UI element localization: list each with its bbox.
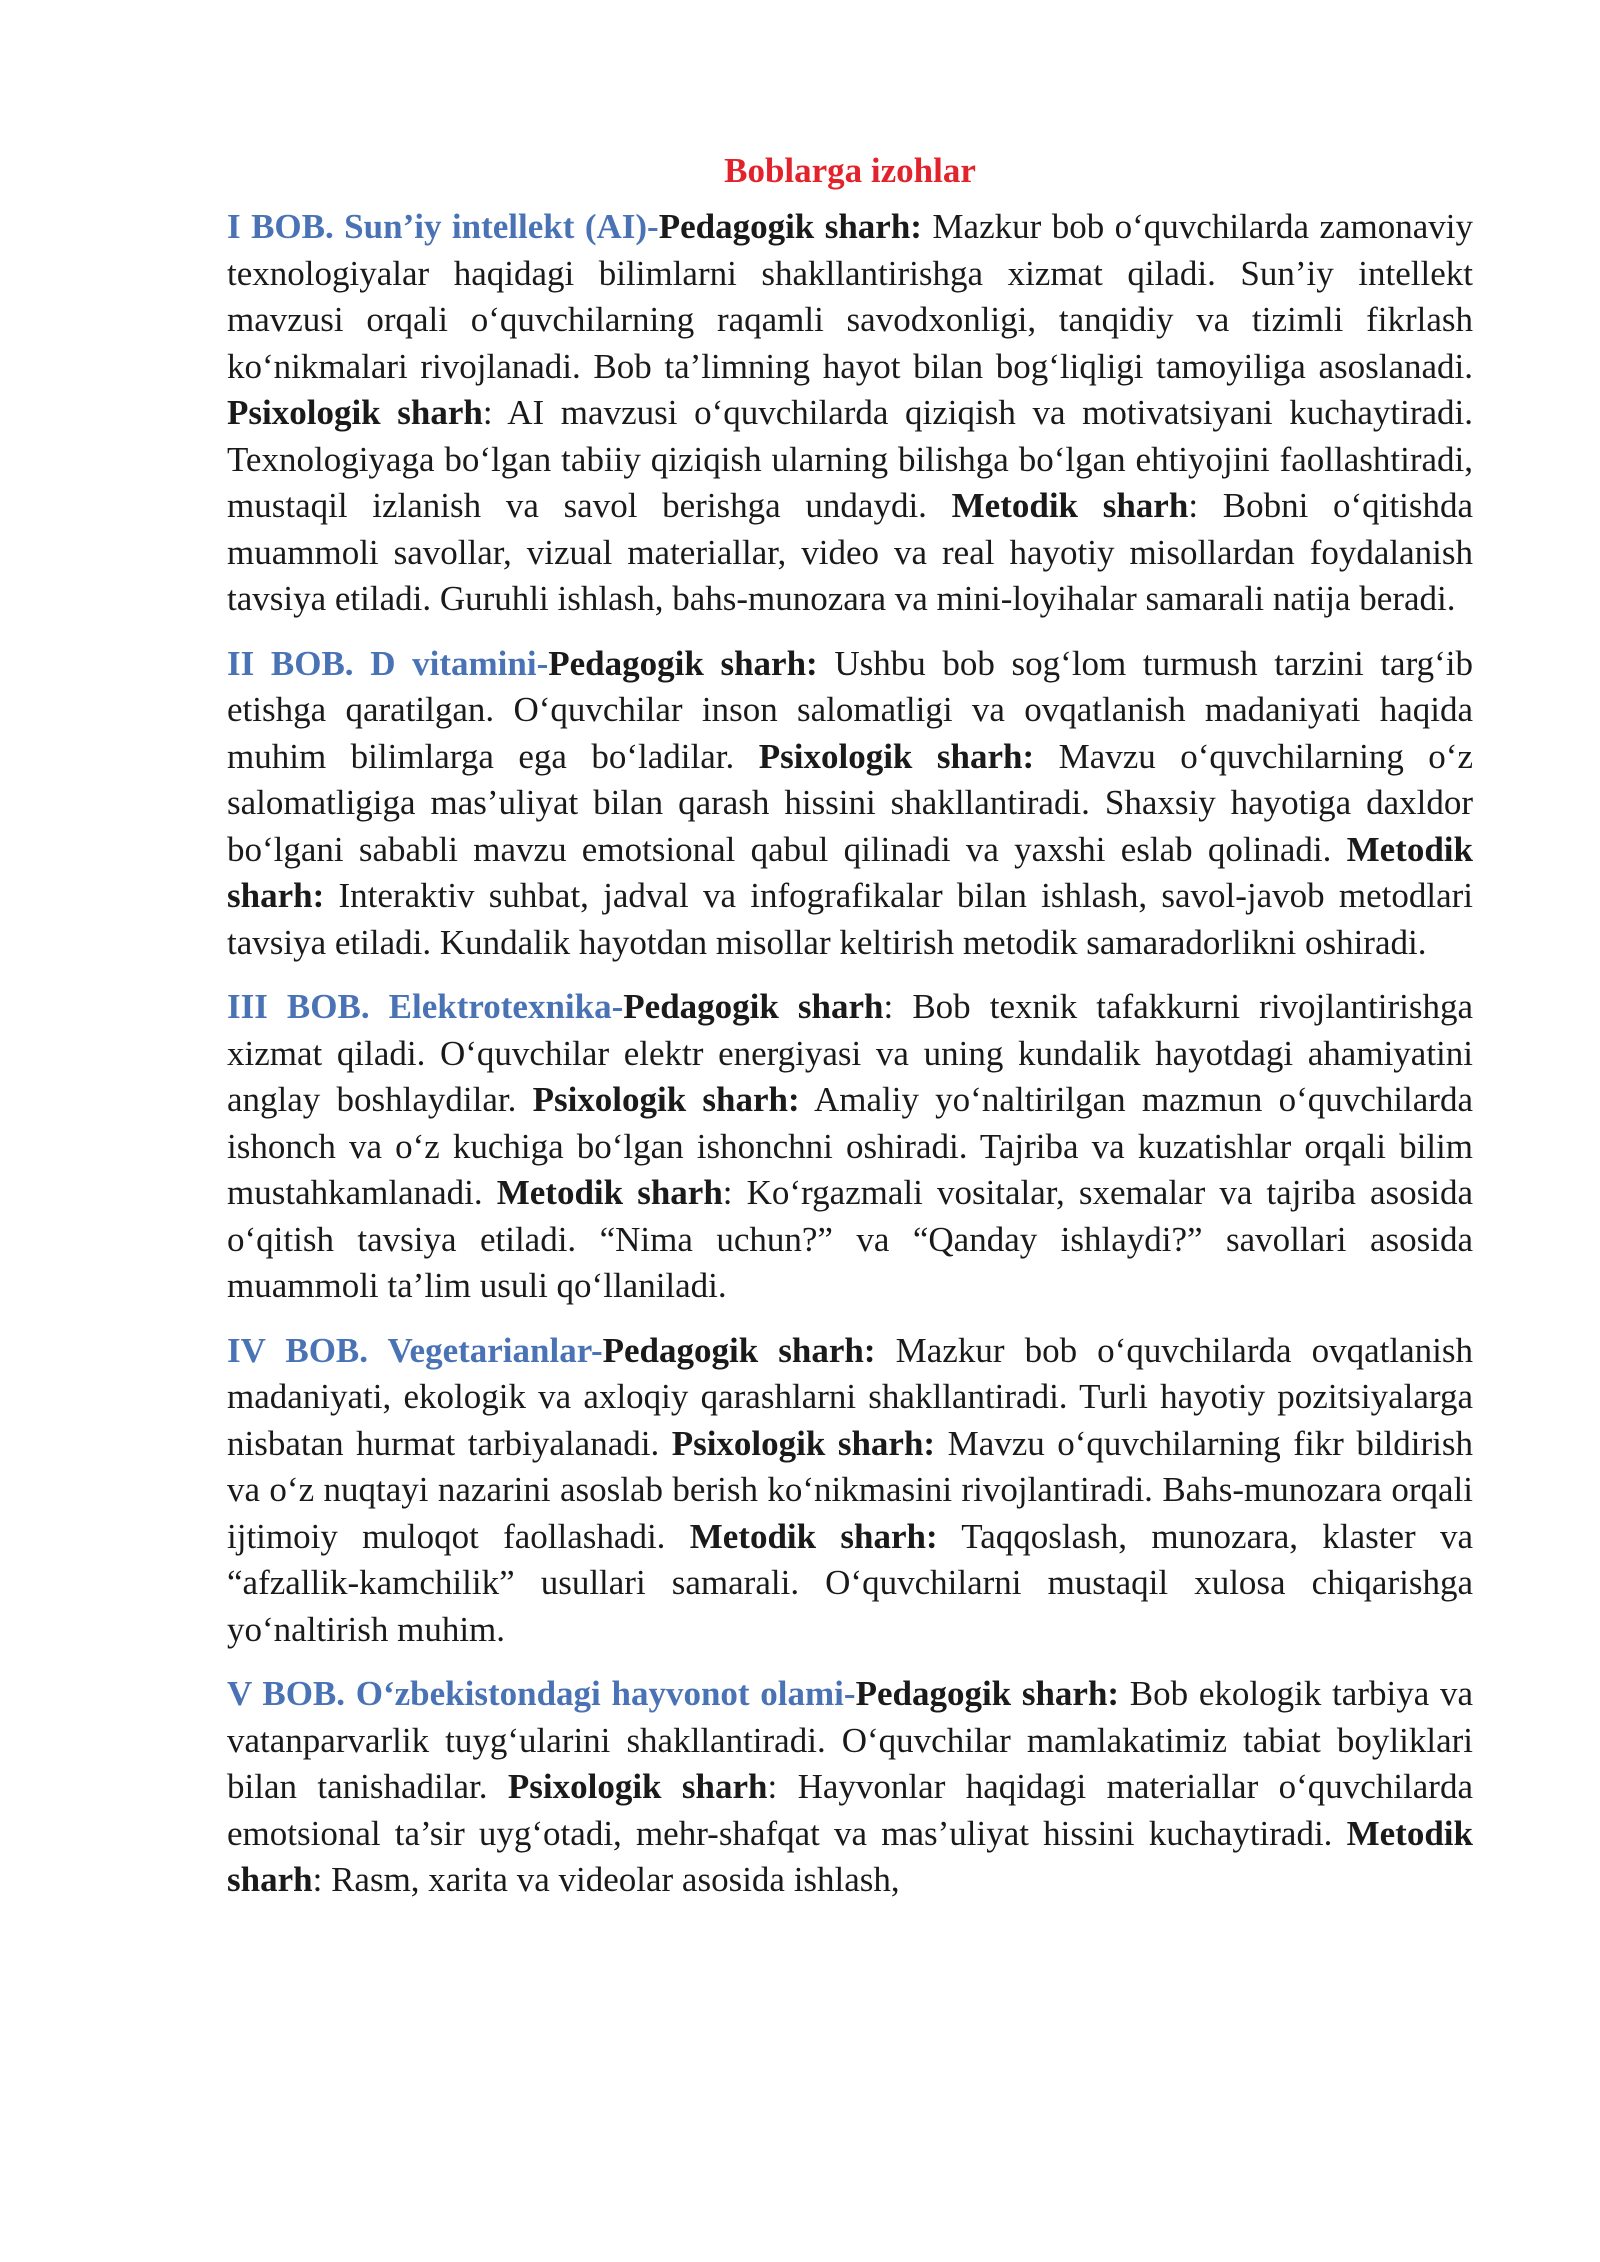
methodical-text: : Rasm, xarita va videolar asosida ishlash, — [312, 1860, 900, 1899]
chapter-5-commentary — [227, 1671, 1473, 1904]
pedagogical-text: Mazkur bob o‘quvchilarda ovqatlanish madaniyati, ekologik va axloqiy qarashlarni shakllantiradi. Turli hayotiy pozitsiyalarga nisbatan hurmat tarbiyalanadi. — [227, 1330, 1473, 1463]
chapter-1-commentary — [227, 204, 1473, 623]
pedagogical-label: Pedagogik sharh: — [855, 1674, 1120, 1713]
pedagogical-text: : Bob texnik tafakkurni rivojlantirishga xizmat qiladi. O‘quvchilar elektr energiyasi va uning kundalik hayotdagi ahamiyatini anglay boshlaydilar. — [227, 987, 1474, 1119]
methodical-text: : Bobni o‘qitishda muammoli savollar, vizual materiallar, video va real hayotiy misollardan foydalanish tavsiya etiladi. Guruhli ishlash, bahs-munozara va mini-loyihalar samarali natija beradi. — [227, 486, 1473, 618]
page-title: Boblarga izohlar — [724, 151, 976, 190]
psychological-label: Psixologik sharh: — [671, 1423, 936, 1463]
methodical-text: : Ko‘rgazmali vositalar, sxemalar va tajriba asosida o‘qitish tavsiya etiladi. “Nima uchun?” va “Qanday ishlaydi?” savollari asosida muammoli ta’lim usuli qo‘llaniladi. — [227, 1173, 1473, 1305]
chapter-4-commentary — [227, 1328, 1473, 1654]
psychological-label: Psixologik sharh: — [758, 736, 1035, 776]
chapter-heading: III BOB. Elektrotexnika- — [227, 987, 624, 1026]
methodical-label: Metodik sharh: — [689, 1516, 938, 1556]
methodical-text: Taqqoslash, munozara, klaster va “afzallik-kamchilik” usullari samarali. O‘quvchilarni mustaqil xulosa chiqarishga yo‘naltirish muhim. — [227, 1516, 1473, 1649]
methodical-text: Interaktiv suhbat, jadval va infografikalar bilan ishlash, savol-javob metodlari tavsiya etiladi. Kundalik hayotdan misollar keltirish metodik samaradorlikni oshiradi. — [227, 876, 1473, 962]
pedagogical-label: Pedagogik sharh — [623, 987, 884, 1026]
psychological-text: : AI mavzusi o‘quvchilarda qiziqish va motivatsiyani kuchaytiradi. Texnologiyaga bo‘lgan tabiiy qiziqish ularning bilishga bo‘lgan ehtiyojini faollashtiradi, mustaqil izlanish va savol berishga undaydi. — [227, 393, 1473, 525]
psychological-text: Mavzu o‘quvchilarning fikr bildirish va o‘z nuqtayi nazarini asoslab berish ko‘nikmasini rivojlantiradi. Bahs-munozara orqali ijtimoiy muloqot faollashadi. — [227, 1423, 1473, 1556]
psychological-text: Mavzu o‘quvchilarning o‘z salomatligiga mas’uliyat bilan qarash hissini shakllantiradi. Shaxsiy hayotiga daxldor bo‘lgani sababli mavzu emotsional qabul qilinadi va yaxshi eslab qolinadi. — [227, 736, 1473, 869]
pedagogical-text: Bob ekologik tarbiya va vatanparvarlik tuyg‘ularini shakllantiradi. O‘quvchilar mamlakatimiz tabiat boyliklari bilan tanishadilar. — [227, 1674, 1473, 1806]
psychological-label: Psixologik sharh: — [532, 1080, 800, 1119]
chapter-heading: IV BOB. Vegetarianlar- — [227, 1330, 603, 1370]
methodical-label: Metodik sharh — [227, 1813, 1473, 1899]
chapter-heading: I BOB. Sun’iy intellekt (AI)- — [227, 207, 659, 246]
pedagogical-text: Ushbu bob sog‘lom turmush tarzini targ‘ib etishga qaratilgan. O‘quvchilar inson salomatligi va ovqatlanish madaniyati haqida muhim bilimlarga ega bo‘ladilar. — [227, 643, 1473, 776]
chapter-3-commentary — [227, 984, 1473, 1310]
psychological-text: : Hayvonlar haqidagi materiallar o‘quvchilarda emotsional ta’sir uyg‘otadi, mehr-shafqat va mas’uliyat hissini kuchaytiradi. — [227, 1767, 1473, 1853]
pedagogical-text: Mazkur bob o‘quvchilarda zamonaviy texnologiyalar haqidagi bilimlarni shakllantirishga xizmat qiladi. Sun’iy intellekt mavzusi orqali o‘quvchilarning raqamli savodxonligi, tanqidiy va tizimli fikrlash ko‘nikmalari rivojlanadi. Bob ta’limning hayot bilan bog‘liqligi tamoyiliga asoslanadi. — [227, 207, 1474, 386]
document-body — [227, 148, 1473, 1922]
methodical-label: Metodik sharh — [951, 486, 1189, 525]
psychological-text: Amaliy yo‘naltirilgan mazmun o‘quvchilarda ishonch va o‘z kuchiga bo‘lgan ishonchni oshiradi. Tajriba va kuzatishlar orqali bilim mustahkamlanadi. — [227, 1080, 1473, 1212]
chapter-heading: V BOB. O‘zbekistondagi hayvonot olami- — [227, 1674, 856, 1713]
pedagogical-label: Pedagogik sharh: — [548, 643, 818, 683]
methodical-label: Metodik sharh: — [227, 829, 1473, 915]
methodical-label: Metodik sharh — [496, 1173, 723, 1212]
pedagogical-label: Pedagogik sharh: — [658, 207, 922, 246]
chapter-2-commentary — [227, 641, 1473, 967]
pedagogical-label: Pedagogik sharh: — [602, 1330, 876, 1370]
psychological-label: Psixologik sharh — [227, 393, 483, 432]
chapter-heading: II BOB. D vitamini- — [227, 643, 549, 683]
psychological-label: Psixologik sharh — [507, 1767, 768, 1806]
